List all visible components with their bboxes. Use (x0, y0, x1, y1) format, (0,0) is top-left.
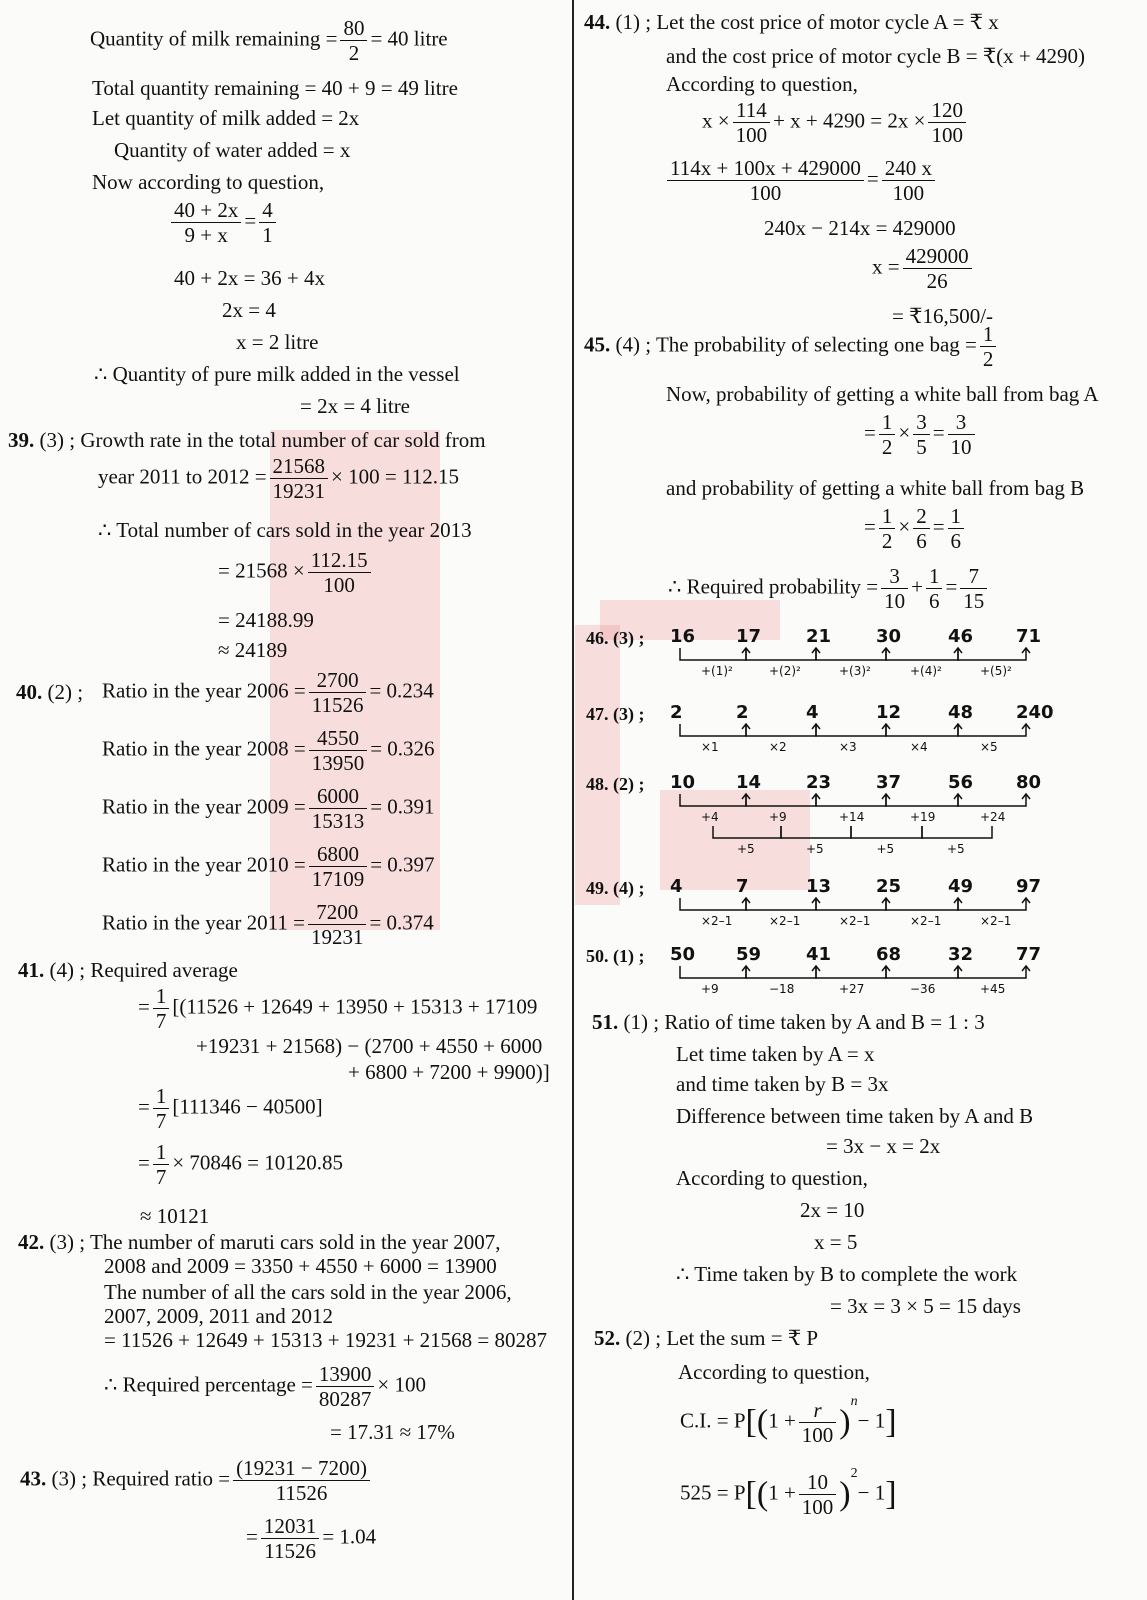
q44-heading: 44. (1) ; Let the cost price of motor cycle A = ₹ x (584, 10, 999, 34)
q41-line: = $\frac{1}{7}$ × 70846 = 10120.85 (138, 1140, 344, 1189)
series-bracket (958, 966, 1026, 978)
series-50 (586, 944, 1046, 1004)
series-bracket (680, 898, 746, 910)
series-term: 80 (1016, 772, 1042, 793)
series-term: 4 (670, 876, 683, 897)
q38-line: x = 2 litre (236, 330, 319, 354)
series-bracket (816, 724, 886, 736)
series-term: 17 (736, 626, 762, 647)
column-divider (572, 0, 574, 1600)
q45-line: Now, probability of getting a white ball from bag A (666, 382, 1099, 406)
series-label: 46. (3) ; (586, 628, 645, 648)
series-term: 68 (876, 944, 902, 965)
series-46 (586, 626, 1046, 696)
series-49 (586, 876, 1046, 936)
q41-line: +19231 + 21568) − (2700 + 4550 + 6000 (196, 1034, 543, 1058)
series-bracket (816, 966, 886, 978)
series-term: 10 (670, 772, 696, 793)
q51-line: = 3x − x = 2x (826, 1134, 941, 1158)
series-bracket (816, 648, 886, 660)
q38-line: Let quantity of milk added = 2x (92, 106, 360, 130)
series-bracket (680, 966, 746, 978)
series-bracket (886, 648, 958, 660)
series-bracket (816, 794, 886, 806)
q51-line: ∴ Time taken by B to complete the work (676, 1262, 1018, 1286)
series-term: 12 (876, 702, 902, 723)
q44-line: = ₹16,500/- (892, 304, 994, 328)
q38-line: Total quantity remaining = 40 + 9 = 49 litre (92, 76, 458, 100)
q40-heading: 40. (2) ; (16, 680, 84, 704)
q44-line: x = $\frac{429000}{26}$ (872, 244, 975, 293)
series-operation: +27 (839, 982, 865, 996)
series-operation-second-level: +5 (806, 842, 824, 856)
q39-line: ∴ Total number of cars sold in the year 2013 (98, 518, 472, 542)
series-operation: ×2–1 (980, 914, 1012, 928)
q39-line: = 21568 × $\frac{112.15}{100}$ (218, 548, 374, 597)
series-term: 240 (1016, 702, 1054, 723)
series-label: 48. (2) ; (586, 774, 645, 794)
series-operation: +(2)² (769, 664, 801, 678)
q40-row: Ratio in the year 2006 = $\frac{2700}{11526}$ = 0.234 (102, 668, 434, 717)
q38-line: 2x = 4 (222, 298, 276, 322)
q41-line: = $\frac{1}{7}$ [(11526 + 12649 + 13950 + 15313 + 17109 (138, 984, 538, 1033)
q42-heading: 42. (3) ; The number of maruti cars sold in the year 2007, (18, 1230, 501, 1254)
series-term: 46 (948, 626, 974, 647)
series-bracket (816, 898, 886, 910)
q38-line: Now according to question, (92, 170, 325, 194)
q39-line: = 24188.99 (218, 608, 314, 632)
q51-line: x = 5 (814, 1230, 858, 1254)
series-bracket (680, 794, 746, 806)
series-operation: +19 (910, 810, 936, 824)
series-term: 41 (806, 944, 832, 965)
series-term: 56 (948, 772, 974, 793)
series-bracket-second-level (713, 826, 781, 838)
series-operation: ×2 (769, 740, 787, 754)
q44-line: According to question, (666, 72, 858, 96)
q51-line: = 3x = 3 × 5 = 15 days (830, 1294, 1021, 1318)
q42-line: 2008 and 2009 = 3350 + 4550 + 6000 = 13900 (104, 1254, 497, 1278)
q44-line: and the cost price of motor cycle B = ₹(x + 4290) (666, 44, 1086, 68)
series-bracket (958, 794, 1026, 806)
q51-line: Difference between time taken by A and B (676, 1104, 1034, 1128)
series-bracket (886, 794, 958, 806)
q51-heading: 51. (1) ; Ratio of time taken by A and B = 1 : 3 (592, 1010, 985, 1034)
series-term: 49 (948, 876, 974, 897)
series-operation: ×2–1 (910, 914, 942, 928)
series-term: 4 (806, 702, 819, 723)
series-operation: ×2–1 (839, 914, 871, 928)
q41-line: + 6800 + 7200 + 9900)] (348, 1060, 550, 1084)
series-operation: +9 (701, 982, 719, 996)
series-operation: ×2–1 (769, 914, 801, 928)
series-operation: +45 (980, 982, 1006, 996)
series-operation: +(3)² (839, 664, 871, 678)
q39-line: year 2011 to 2012 = $\frac{21568}{19231}$ × 100 = 112.15 (98, 454, 459, 503)
series-operation: +14 (839, 810, 865, 824)
q51-line: and time taken by B = 3x (676, 1072, 889, 1096)
q44-line: $\frac{114x + 100x + 429000}{100}$ = $\frac{240 x}{100}$ (664, 156, 938, 205)
q42-line: The number of all the cars sold in the year 2006, (104, 1280, 512, 1304)
q45-heading: 45. (4) ; The probability of selecting one bag = $\frac{1}{2}$ (584, 322, 999, 371)
q42-line: 2007, 2009, 2011 and 2012 (104, 1304, 334, 1328)
q43-line: = $\frac{12031}{11526}$ = 1.04 (246, 1514, 377, 1563)
q51-line: According to question, (676, 1166, 868, 1190)
series-term: 59 (736, 944, 762, 965)
q45-line: ∴ Required probability = $\frac{3}{10}$ + $\frac{1}{6}$ = $\frac{7}{15}$ (668, 564, 990, 613)
series-term: 23 (806, 772, 832, 793)
series-bracket (746, 898, 816, 910)
series-bracket (746, 966, 816, 978)
series-term: 14 (736, 772, 762, 793)
series-term: 16 (670, 626, 696, 647)
q41-line: = $\frac{1}{7}$ [111346 − 40500] (138, 1084, 323, 1133)
series-48 (586, 772, 1046, 862)
q40-row: Ratio in the year 2010 = $\frac{6800}{17109}$ = 0.397 (102, 842, 435, 891)
q38-line: Quantity of milk remaining = $\frac{80}{2}$ = 40 litre (90, 16, 448, 65)
series-term: 71 (1016, 626, 1042, 647)
series-bracket (680, 648, 746, 660)
q42-line: = 17.31 ≈ 17% (330, 1420, 455, 1444)
series-term: 30 (876, 626, 902, 647)
q52-formula: 525 = P[(1 + $\frac{10}{100}$ )$^2$− 1] (680, 1466, 897, 1519)
series-operation: ×3 (839, 740, 857, 754)
q52-heading: 52. (2) ; Let the sum = ₹ P (594, 1326, 819, 1350)
series-operation: ×2–1 (701, 914, 733, 928)
series-term: 21 (806, 626, 832, 647)
q43-line: 43. (3) ; Required ratio = $\frac{(19231 - 7200)}{11526}$ (20, 1456, 373, 1505)
series-operation: −36 (910, 982, 936, 996)
q39-heading: 39. (3) ; Growth rate in the total number of car sold from (8, 428, 486, 452)
q44-line: 240x − 214x = 429000 (764, 216, 956, 240)
series-bracket (886, 898, 958, 910)
series-operation: +(1)² (701, 664, 733, 678)
q51-line: 2x = 10 (800, 1198, 865, 1222)
series-term: 25 (876, 876, 902, 897)
q45-line: = $\frac{1}{2}$ × $\frac{3}{5}$ = $\frac{3}{10}$ (864, 410, 978, 459)
series-term: 2 (670, 702, 683, 723)
q41-heading: 41. (4) ; Required average (18, 958, 238, 982)
series-bracket-second-level (922, 826, 992, 838)
series-term: 7 (736, 876, 749, 897)
q45-line: = $\frac{1}{2}$ × $\frac{2}{6}$ = $\frac{1}{6}$ (864, 504, 967, 553)
series-bracket (746, 794, 816, 806)
series-term: 13 (806, 876, 832, 897)
series-bracket (886, 724, 958, 736)
series-term: 32 (948, 944, 974, 965)
series-operation: ×4 (910, 740, 928, 754)
series-term: 97 (1016, 876, 1042, 897)
q39-line: ≈ 24189 (218, 638, 288, 662)
series-bracket (746, 648, 816, 660)
series-operation: +(4)² (910, 664, 942, 678)
series-bracket-second-level (851, 826, 922, 838)
series-bracket (958, 898, 1026, 910)
q38-equation: $\frac{40 + 2x}{9 + x}$ = $\frac{4}{1}$ (168, 198, 279, 247)
series-bracket (680, 724, 746, 736)
series-operation-second-level: +5 (876, 842, 895, 856)
q40-row: Ratio in the year 2011 = $\frac{7200}{19231}$ = 0.374 (102, 900, 434, 949)
series-term: 48 (948, 702, 974, 723)
series-operation-second-level: +5 (947, 842, 965, 856)
q52-formula: C.I. = P[(1 + $\frac{r}{100}$ )$^n$− 1] (680, 1394, 897, 1447)
series-bracket (746, 724, 816, 736)
q38-line: Quantity of water added = x (114, 138, 351, 162)
series-label: 49. (4) ; (586, 878, 645, 898)
series-bracket (886, 966, 958, 978)
series-operation-second-level: +5 (737, 842, 755, 856)
series-label: 50. (1) ; (586, 946, 645, 966)
q38-line: = 2x = 4 litre (300, 394, 411, 418)
q40-row: Ratio in the year 2009 = $\frac{6000}{15313}$ = 0.391 (102, 784, 435, 833)
series-47 (586, 702, 1054, 772)
series-bracket (958, 648, 1026, 660)
series-term: 77 (1016, 944, 1042, 965)
series-operation: +24 (980, 810, 1006, 824)
series-operation: −18 (769, 982, 795, 996)
series-operation: ×1 (701, 740, 719, 754)
q51-line: Let time taken by A = x (676, 1042, 875, 1066)
q38-line: 40 + 2x = 36 + 4x (174, 266, 326, 290)
q42-line: ∴ Required percentage = $\frac{13900}{80287}$ × 100 (104, 1362, 426, 1411)
series-operation: ×5 (980, 740, 998, 754)
series-operation: +4 (701, 810, 719, 824)
q44-line: x × $\frac{114}{100}$ + x + 4290 = 2x × $\frac{120}{100}$ (702, 98, 969, 147)
q38-line: ∴ Quantity of pure milk added in the vessel (94, 362, 460, 386)
q41-line: ≈ 10121 (140, 1204, 210, 1228)
series-operation: +9 (769, 810, 787, 824)
series-label: 47. (3) ; (586, 704, 645, 724)
q52-line: According to question, (678, 1360, 870, 1384)
q40-row: Ratio in the year 2008 = $\frac{4550}{13950}$ = 0.326 (102, 726, 435, 775)
series-term: 50 (670, 944, 696, 965)
q45-line: and probability of getting a white ball from bag B (666, 476, 1085, 500)
series-operation: +(5)² (980, 664, 1012, 678)
series-bracket (958, 724, 1026, 736)
series-bracket-second-level (781, 826, 851, 838)
series-term: 37 (876, 772, 902, 793)
series-term: 2 (736, 702, 749, 723)
q42-line: = 11526 + 12649 + 15313 + 19231 + 21568 = 80287 (104, 1328, 548, 1352)
